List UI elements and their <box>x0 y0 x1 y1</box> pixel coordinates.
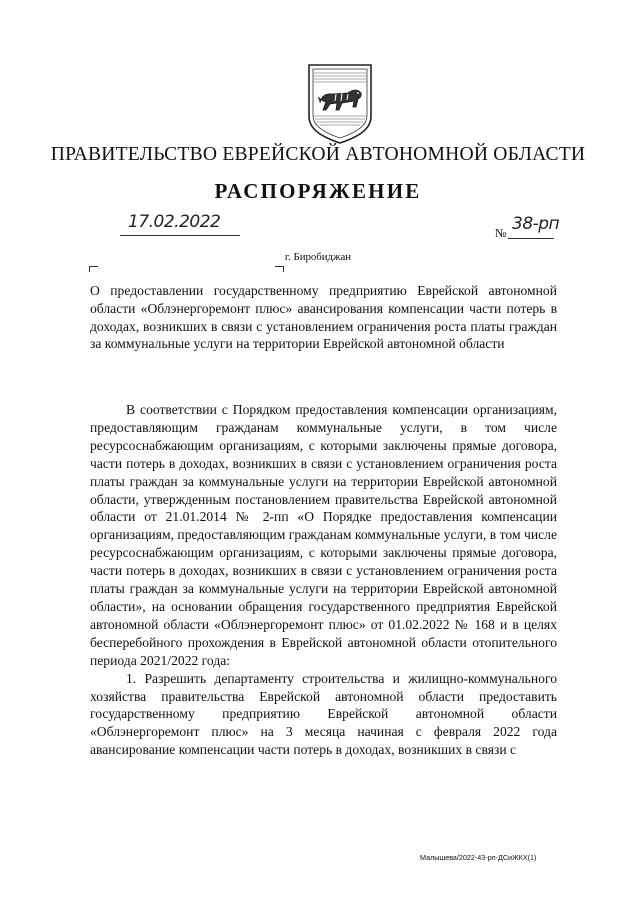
coat-of-arms-icon <box>306 63 374 145</box>
subject-corner-mark-right <box>275 266 284 272</box>
date-underline <box>120 235 240 236</box>
preamble-paragraph: В соответствии с Порядком предоставления компенсации организациям, предоставляющим гражданам коммунальные услуги, в том числе ресурсоснабжающим организациям, с которыми заключены прямые договора, части потерь в доходах, возникших в связи с установлением ограничения роста платы граждан за коммунальные услуги на территории Еврейской автономной области, утвержденным постановлением правительства Еврейской автономной области от 21.01.2014 № 2-пп «О Порядке предоставления компенсации организациям, предоставляющим гражданам коммунальные услуги, в том числе ресурсоснабжающим организациям, с которыми заключены прямые договора, части потерь в доходах, возникших в связи с установлением ограничения роста платы граждан за коммунальные услуги на территории Еврейской автономной области», на основании обращения государственного предприятия Еврейской автономной области «Облэнергоремонт плюс» от 01.02.2022 № 168 и в целях бесперебойного прохождения в Еврейской автономной области отопительного периода 2021/2022 года: <box>90 402 557 668</box>
document-type-heading: РАСПОРЯЖЕНИЕ <box>214 179 422 203</box>
document-subject: О предоставлении государственному предприятию Еврейской автономной области «Облэнергоремонт плюс» авансирования компенсации части потерь в доходах, возникших в связи с установлением ограничения роста платы граждан за коммунальные услуги на территории Еврейской автономной области <box>90 283 557 352</box>
document-body <box>90 401 557 759</box>
document-date: 17.02.2022 <box>128 212 221 232</box>
issue-city: г. Биробиджан <box>284 251 352 263</box>
item-1-paragraph: 1. Разрешить департаменту строительства и жилищно-коммунального хозяйства правительства Еврейской автономной области предоставить государственному предприятию Еврейской автономной области «Облэнергоремонт плюс» на 3 месяца начиная с февраля 2022 года авансирование компенсации части потерь в доходах, возникших в связи с <box>90 670 557 758</box>
government-title: ПРАВИТЕЛЬСТВО ЕВРЕЙСКОЙ АВТОНОМНОЙ ОБЛАСТИ <box>50 144 586 165</box>
document-number: 38-рп <box>512 214 560 234</box>
file-reference: Малышева/2022-43-рп-ДСиЖКХ(1) <box>420 853 537 862</box>
number-underline <box>508 238 554 239</box>
subject-corner-mark-left <box>89 266 98 272</box>
number-label: № <box>495 226 507 240</box>
